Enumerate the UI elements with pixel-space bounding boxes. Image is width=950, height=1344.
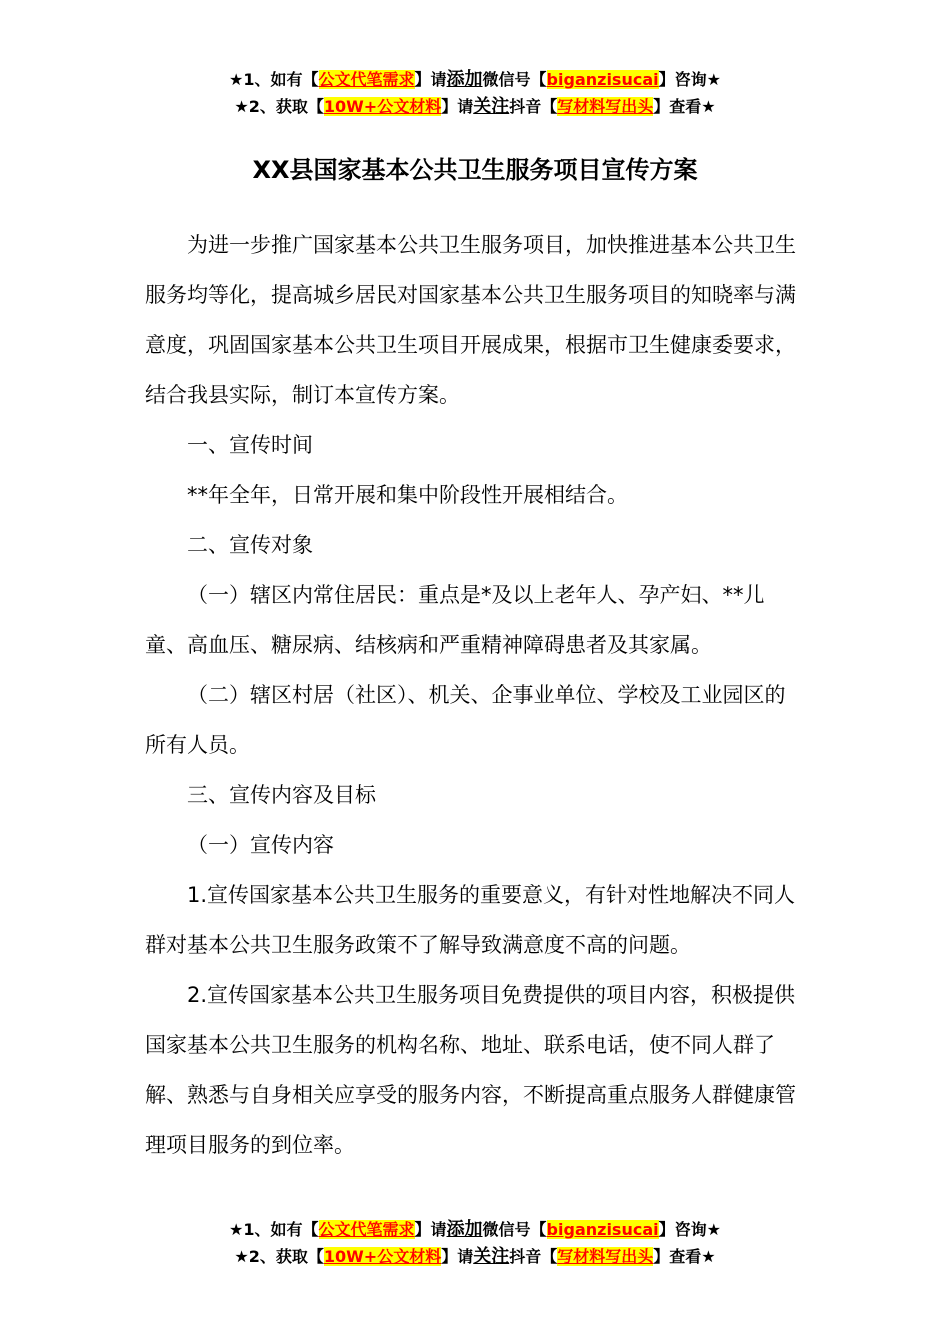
footer-banner (0, 1216, 950, 1270)
banner-highlight: 写材料写出头 (557, 97, 654, 116)
banner-highlight: 公文代笔需求 (318, 70, 415, 89)
banner-highlight: 10W+公文材料 (323, 1247, 442, 1266)
section-heading: 三、宣传内容及目标 (187, 783, 376, 807)
banner-line-2: ★2、获取【10W+公文材料】请关注抖音【写材料写出头】查看★ (234, 96, 716, 117)
paragraph: 为进一步推广国家基本公共卫生服务项目，加快推进基本公共卫生服务均等化，提高城乡居民对国家基本公共卫生服务项目的知晓率与满意度，巩固国家基本公共卫生项目开展成果，根据市卫生健康委要求，结合我县实际，制订本宣传方案。 (145, 233, 796, 407)
document-title: XX县国家基本公共卫生服务项目宣传方案 (252, 156, 698, 184)
banner-line-1: ★1、如有【公文代笔需求】请添加微信号【biganzisucai】咨询★ (229, 1219, 721, 1240)
section-heading: 二、宣传对象 (187, 533, 313, 557)
banner-highlight: biganzisucai (546, 1220, 659, 1239)
paragraph: （二）辖区村居（社区）、机关、企事业单位、学校及工业园区的所有人员。 (145, 683, 786, 757)
banner-highlight: 10W+公文材料 (323, 97, 442, 116)
paragraph: （一）辖区内常住居民：重点是*及以上老年人、孕产妇、**儿童、高血压、糖尿病、结核病和严重精神障碍患者及其家属。 (145, 583, 765, 657)
paragraph: 2.宣传国家基本公共卫生服务项目免费提供的项目内容，积极提供国家基本公共卫生服务的机构名称、地址、联系电话，使不同人群了解、熟悉与自身相关应享受的服务内容，不断提高重点服务人群健康管理项目服务的到位率。 (145, 983, 796, 1157)
banner-line-1: ★1、如有【公文代笔需求】请添加微信号【biganzisucai】咨询★ (229, 69, 721, 90)
banner-line-2: ★2、获取【10W+公文材料】请关注抖音【写材料写出头】查看★ (234, 1246, 716, 1267)
subsection-heading: （一）宣传内容 (187, 833, 334, 857)
section-heading: 一、宣传时间 (187, 433, 313, 457)
banner-highlight: 公文代笔需求 (318, 1220, 415, 1239)
paragraph: **年全年，日常开展和集中阶段性开展相结合。 (187, 483, 628, 507)
banner-highlight: biganzisucai (546, 70, 659, 89)
banner-highlight: 写材料写出头 (557, 1247, 654, 1266)
header-banner (0, 66, 950, 120)
paragraph: 1.宣传国家基本公共卫生服务的重要意义，有针对性地解决不同人群对基本公共卫生服务政策不了解导致满意度不高的问题。 (145, 883, 796, 957)
document-body (145, 220, 805, 1170)
